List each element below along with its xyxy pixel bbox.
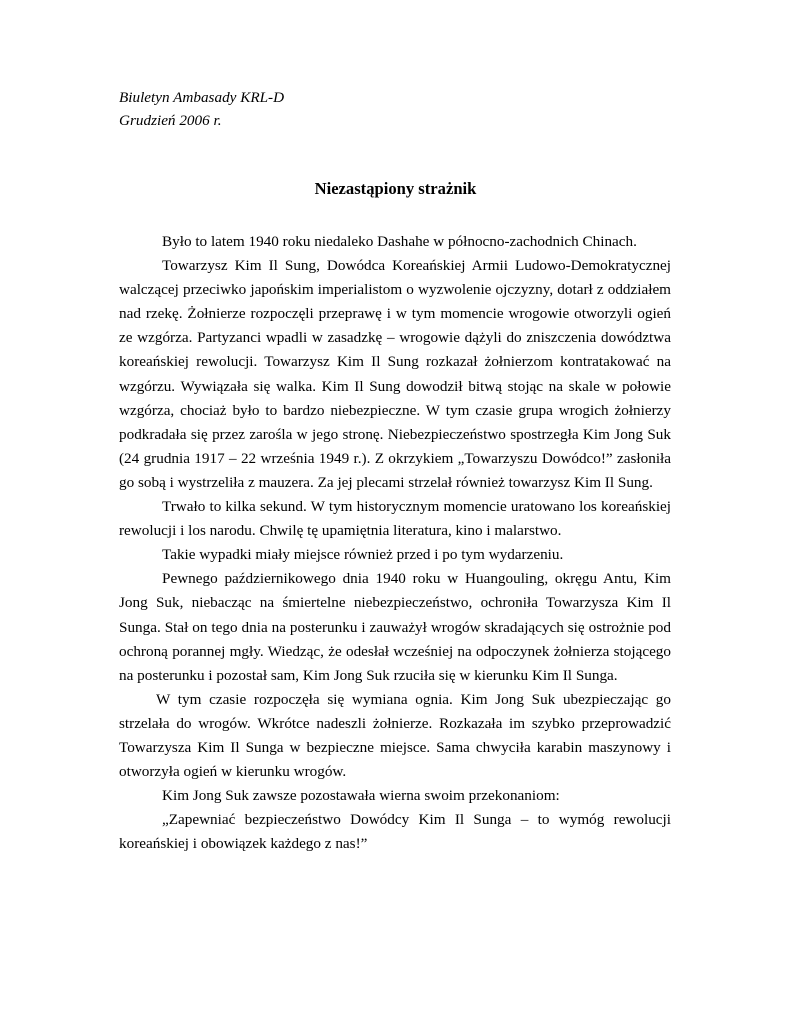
bulletin-name: Biuletyn Ambasady KRL-D xyxy=(119,89,285,106)
paragraph: Pewnego październikowego dnia 1940 roku w Huangouling, okręgu Antu, Kim Jong Suk, niebacząc na śmiertelne niebezpieczeństwo, ochroniła Towarzysza Kim Il Sunga. Stał on tego dnia na posterunku i zauważył wrogów skradających się ostrożnie pod ochroną porannej mgły. Wiedząc, że odesłał wcześniej na odpoczynek żołnierza stojącego na posterunku i pozostał sam, Kim Jong Suk rzuciła się w kierunku Kim Il Sunga. xyxy=(119,570,671,684)
bulletin-date: Grudzień 2006 r. xyxy=(119,112,222,129)
paragraph: Trwało to kilka sekund. W tym historycznym momencie uratowano los koreańskiej rewolucji i los narodu. Chwilę tę upamiętnia literatura, kino i malarstwo. xyxy=(119,498,671,540)
paragraph: Takie wypadki miały miejsce również przed i po tym wydarzeniu. xyxy=(162,546,564,564)
paragraph: W tym czasie rozpoczęła się wymiana ognia. Kim Jong Suk ubezpieczając go strzelała do wrogów. Wkrótce nadeszli żołnierze. Rozkazała im szybko przeprowadzić Towarzysza Kim Il Sunga w bezpieczne miejsce. Sama chwyciła karabin maszynowy i otworzyła ogień w kierunku wrogów. xyxy=(119,690,671,781)
paragraph: „Zapewniać bezpieczeństwo Dowódcy Kim Il Sunga – to wymóg rewolucji koreańskiej i obowiązek każdego z nas!” xyxy=(119,811,671,853)
article-title: Niezastąpiony strażnik xyxy=(314,179,477,198)
document-header xyxy=(119,86,284,132)
article-body xyxy=(119,230,671,856)
paragraph: Kim Jong Suk zawsze pozostawała wierna swoim przekonaniom: xyxy=(162,787,560,805)
paragraph: Było to latem 1940 roku niedaleko Dashahe w północno-zachodnich Chinach. xyxy=(162,233,637,250)
paragraph: Towarzysz Kim Il Sung, Dowódca Koreańskiej Armii Ludowo-Demokratycznej walczącej przeciwko japońskim imperialistom o wyzwolenie ojczyzny, dotarł z oddziałem nad rzekę. Żołnierze rozpoczęli przeprawę i w tym momencie wrogowie otworzyli ogień ze wzgórza. Partyzanci wpadli w zasadzkę – wrogowie dążyli do zniszczenia dowództwa koreańskiej rewolucji. Towarzysz Kim Il Sung rozkazał żołnierzom kontratakować na wzgórzu. Wywiązała się walka. Kim Il Sung dowodził bitwą stojąc na skale w połowie wzgórza, chociaż było to bardzo niebezpieczne. W tym czasie grupa wrogich żołnierzy podkradała się przez zarośla w jego stronę. Niebezpieczeństwo spostrzegła Kim Jong Suk (24 grudnia 1917 – 22 września 1949 r.). Z okrzykiem „Towarzyszu Dowódco!” zasłoniła go sobą i wystrzeliła z mauzera. Za jej plecami strzelał również towarzysz Kim Il Sung. xyxy=(119,257,671,491)
